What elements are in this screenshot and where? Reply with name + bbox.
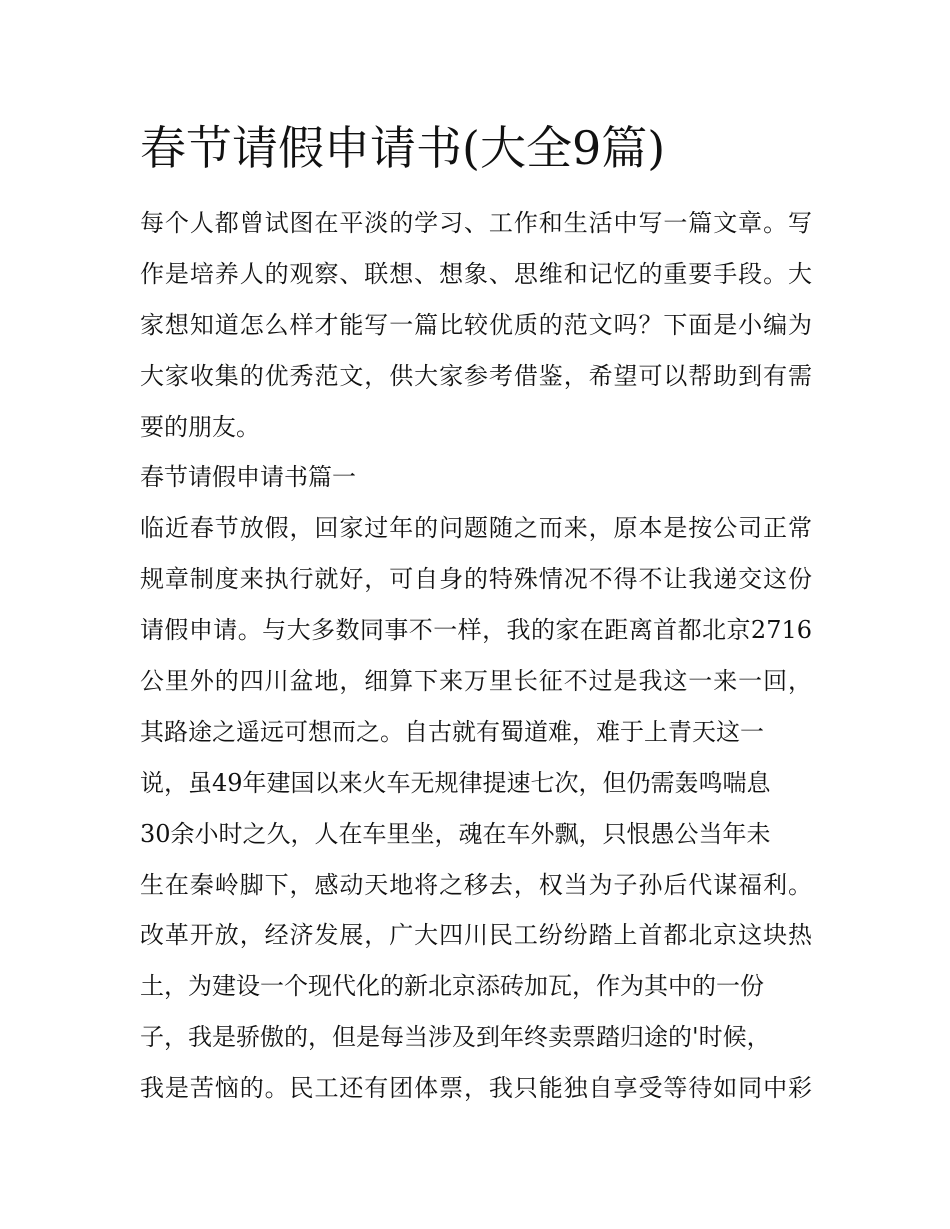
document-title: 春节请假申请书(大全9篇) xyxy=(140,121,666,175)
body-line: 土，为建设一个现代化的新北京添砖加瓦，作为其中的一份 xyxy=(140,972,764,1001)
document-body xyxy=(140,205,812,1121)
body-line: 子，我是骄傲的，但是每当涉及到年终卖票踏归途的'时候， xyxy=(140,1023,771,1052)
body-line: 规章制度来执行就好，可自身的特殊情况不得不让我递交这份 xyxy=(140,565,812,594)
body-line: 请假申请。与大多数同事不一样，我的家在距离首都北京2716 xyxy=(140,616,812,645)
body-line: 说，虽49年建国以来火车无规律提速七次，但仍需轰鸣喘息 xyxy=(140,768,771,797)
body-line: 其路途之遥远可想而之。自古就有蜀道难，难于上青天这一 xyxy=(140,717,764,746)
intro-line: 大家收集的优秀范文，供大家参考借鉴，希望可以帮助到有需 xyxy=(140,361,812,390)
body-line: 生在秦岭脚下，感动天地将之移去，权当为子孙后代谋福利。 xyxy=(140,870,812,899)
intro-line: 要的朋友。 xyxy=(140,412,260,441)
section-heading: 春节请假申请书篇一 xyxy=(140,463,356,492)
body-line: 改革开放，经济发展，广大四川民工纷纷踏上首都北京这块热 xyxy=(140,921,812,950)
body-line: 公里外的四川盆地，细算下来万里长征不过是我这一来一回， xyxy=(140,667,812,696)
intro-line: 每个人都曾试图在平淡的学习、工作和生活中写一篇文章。写 xyxy=(140,209,812,237)
body-line: 我是苦恼的。民工还有团体票，我只能独自享受等待如同中彩 xyxy=(140,1074,812,1103)
intro-line: 作是培养人的观察、联想、想象、思维和记忆的重要手段。大 xyxy=(140,259,812,288)
body-line: 30余小时之久，人在车里坐，魂在车外飘，只恨愚公当年未 xyxy=(140,819,771,848)
body-line: 临近春节放假，回家过年的问题随之而来，原本是按公司正常 xyxy=(140,514,812,543)
intro-line: 家想知道怎么样才能写一篇比较优质的范文吗？下面是小编为 xyxy=(140,310,812,339)
